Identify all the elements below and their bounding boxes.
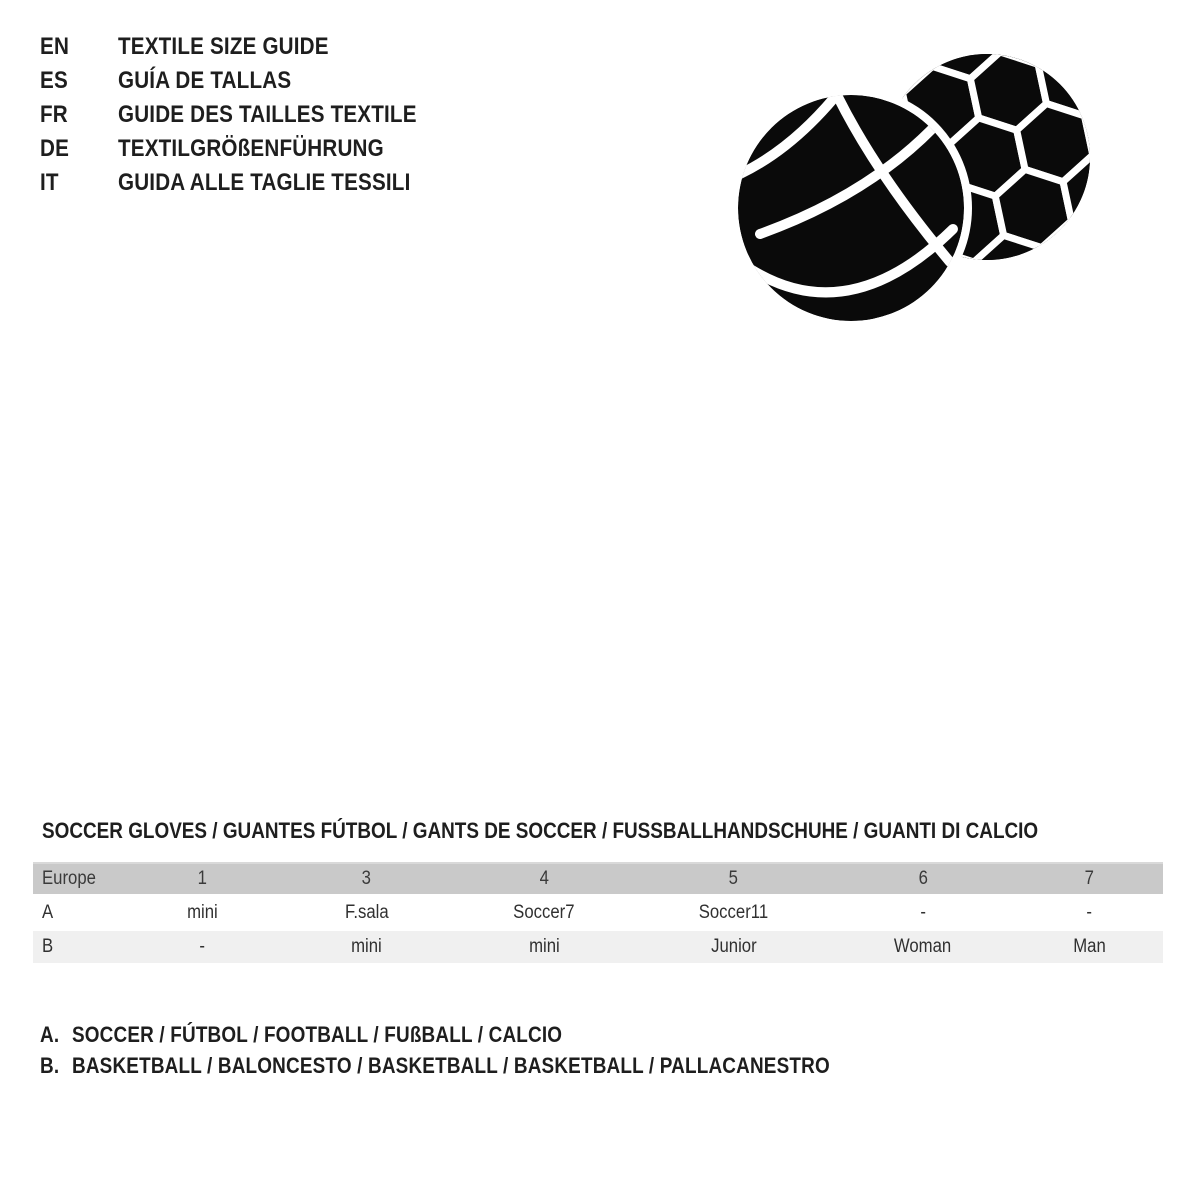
- cell-text: -: [1086, 901, 1093, 923]
- table-title: [42, 818, 1200, 844]
- header-text: 4: [539, 868, 549, 889]
- table-cell: [451, 931, 637, 963]
- header-cell-5: [638, 863, 830, 894]
- header-cell-1: [123, 863, 281, 894]
- header-text: 5: [728, 868, 739, 889]
- row-label-cell: [33, 931, 123, 963]
- size-table: [33, 862, 1163, 963]
- cell-text: -: [199, 936, 206, 957]
- legend-code: A.: [40, 1021, 60, 1047]
- lang-row-de: [40, 132, 465, 166]
- lang-title: GUIDE DES TAILLES TEXTILE: [118, 101, 417, 128]
- cell-text: Soccer7: [513, 901, 575, 923]
- table-cell: [123, 931, 281, 963]
- lang-title: TEXTILE SIZE GUIDE: [118, 33, 329, 60]
- table-cell: [830, 894, 1016, 931]
- header-text: 3: [361, 868, 371, 889]
- legend-item-b: [40, 1050, 953, 1081]
- table-row-a: [33, 894, 1163, 931]
- header-text: 1: [197, 868, 208, 889]
- lang-code: ES: [40, 67, 68, 94]
- lang-row-en: [40, 30, 465, 64]
- table-cell: [1016, 894, 1163, 931]
- header-text: 7: [1084, 868, 1095, 889]
- legend-item-a: [40, 1019, 953, 1050]
- cell-text: mini: [350, 936, 382, 957]
- row-legend: [40, 1019, 953, 1081]
- table-cell: [638, 894, 830, 931]
- lang-code: FR: [40, 101, 68, 128]
- size-table-header: [33, 863, 1163, 894]
- basketball-icon: [738, 95, 964, 321]
- table-row-b: [33, 931, 1163, 963]
- language-title-list: [40, 30, 465, 200]
- lang-code: DE: [40, 135, 70, 162]
- table-cell: [282, 931, 452, 963]
- table-header-row: [33, 863, 1163, 894]
- lang-code: IT: [40, 169, 59, 196]
- cell-text: Soccer11: [698, 901, 769, 923]
- table-cell: [451, 894, 637, 931]
- header-cell-europe: [33, 863, 123, 894]
- cell-text: A: [42, 901, 54, 923]
- table-cell: [1016, 931, 1163, 963]
- header-text: 6: [918, 868, 928, 889]
- legend-code: B.: [40, 1052, 60, 1078]
- cell-text: Woman: [894, 936, 952, 957]
- legend-label: SOCCER / FÚTBOL / FOOTBALL / FUßBALL / CALCIO: [72, 1021, 563, 1047]
- basketball-soccerball-icon: [710, 22, 1130, 367]
- cell-text: -: [920, 901, 926, 923]
- header-cell-4: [451, 863, 637, 894]
- lang-title: TEXTILGRÖßENFÜHRUNG: [118, 135, 384, 162]
- cell-text: B: [42, 936, 54, 957]
- lang-row-es: [40, 64, 465, 98]
- cell-text: Junior: [710, 936, 757, 957]
- table-title-text: SOCCER GLOVES / GUANTES FÚTBOL / GANTS DE SOCCER / FUSSBALLHANDSCHUHE / GUANTI DI CALCIO: [42, 818, 1039, 843]
- lang-title: GUÍA DE TALLAS: [118, 67, 292, 94]
- table-cell: [282, 894, 452, 931]
- lang-row-it: [40, 166, 465, 200]
- cell-text: mini: [528, 936, 560, 957]
- lang-title: GUIDA ALLE TAGLIE TESSILI: [118, 169, 411, 196]
- header-cell-6: [830, 863, 1016, 894]
- cell-text: mini: [187, 901, 218, 923]
- header-cell-3: [282, 863, 452, 894]
- cell-text: F.sala: [344, 901, 389, 923]
- cell-text: Man: [1073, 936, 1106, 957]
- lang-row-fr: [40, 98, 465, 132]
- legend-label: BASKETBALL / BALONCESTO / BASKETBALL / BASKETBALL / PALLACANESTRO: [72, 1052, 830, 1078]
- header-text: Europe: [42, 868, 96, 889]
- table-cell: [638, 931, 830, 963]
- table-cell: [123, 894, 281, 931]
- table-cell: [830, 931, 1016, 963]
- header-cell-7: [1016, 863, 1163, 894]
- row-label-cell: [33, 894, 123, 931]
- lang-code: EN: [40, 33, 70, 60]
